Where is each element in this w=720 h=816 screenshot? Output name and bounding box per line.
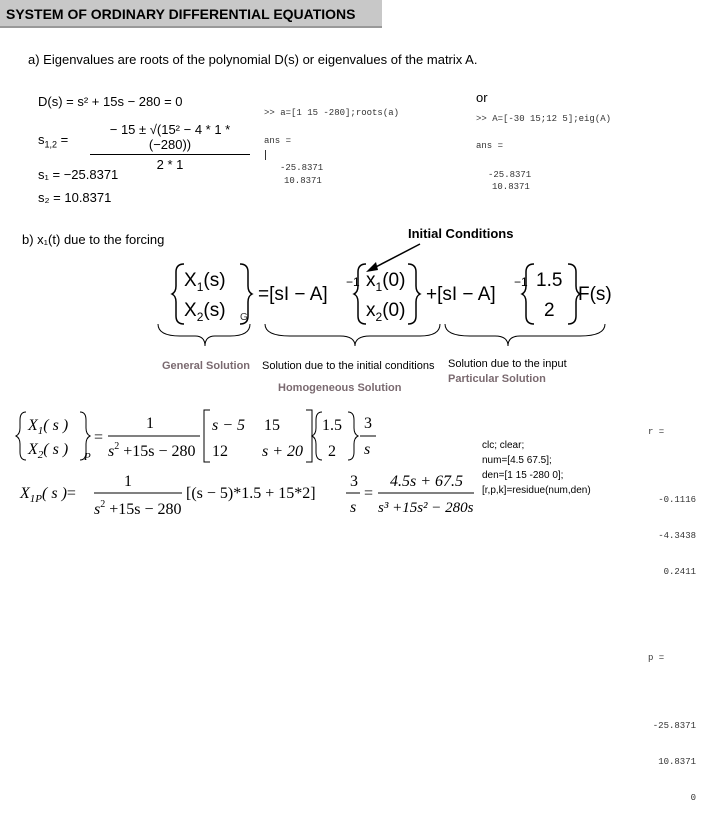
svg-text:1.5: 1.5 [322,417,342,434]
homogeneous-solution-label: Homogeneous Solution [278,382,402,394]
output-line: -0.1116 [658,495,696,505]
output-line: p = [648,653,665,663]
matrix-equation [170,258,620,328]
svg-text:s2 +15s − 280: $s^2 +15s - 280$ [94,499,182,518]
svg-text:=: = [94,429,104,446]
s1-value: s₁ = −25.8371 [38,167,119,182]
svg-text:s + 20: s + 20 [262,443,304,460]
svg-text:15: 15 [264,417,280,434]
svg-text:s − 5: s − 5 [212,417,246,434]
or-text: or [476,90,488,105]
initial-conditions-solution-label: Solution due to the initial conditions [262,360,435,372]
output-line: r = [648,427,665,437]
matlab-eig-cmd: >> A=[-30 15;12 5];eig(A) [476,114,612,124]
matlab-root2: 10.8371 [284,176,322,186]
matlab-ans2: ans = [476,141,504,151]
cursor-mark [265,150,266,160]
code-line: [r,p,k]=residue(num,den) [482,485,591,496]
svg-text:12: 12 [212,443,228,460]
svg-text:s: s [364,441,371,458]
svg-text:1: 1 [146,415,154,432]
matlab-eig1: -25.8371 [488,170,532,180]
svg-text:s2 +15s − 280: $s^2 +15s - 280$ [108,441,196,460]
svg-text:F(s): F(s) [578,284,612,305]
s2-value: s₂ = 10.8371 [38,190,112,205]
svg-text:P: P [84,451,91,463]
initial-conditions-label: Initial Conditions [408,226,514,241]
svg-text:[(s − 5)*1.5 + 15*2]: [(s − 5)*1.5 + 15*2] [186,485,316,502]
svg-text:3: 3 [350,473,358,490]
svg-text:−1: −1 [514,275,528,289]
output-line: -4.3438 [658,531,696,541]
svg-text:2: 2 [328,443,336,460]
svg-text:−1: −1 [346,275,360,289]
page-title: SYSTEM OF ORDINARY DIFFERENTIAL EQUATIONS [0,0,382,28]
matlab-eig2: 10.8371 [492,182,530,192]
svg-text:3: 3 [364,415,372,432]
svg-text:x2(0): $x_2(0)$ [366,300,406,324]
svg-text:=: = [364,485,374,502]
output-line: 10.8371 [658,757,696,767]
svg-text:X2(s): $X_2(s)$ [184,300,226,324]
output-line: 0 [690,793,696,803]
svg-text:X1(s): $X_1(s)$ [184,270,226,294]
section-b-text: b) x₁(t) due to the forcing [22,232,165,247]
svg-text:4.5s + 67.5: 4.5s + 67.5 [390,473,464,490]
section-a-text: a) Eigenvalues are roots of the polynomial D(s) or eigenvalues of the matrix A. [28,52,478,67]
underbraces [150,322,620,362]
denominator-cubic: s³ +15s² − 280s [378,500,474,516]
svg-text:G: G [240,312,248,323]
code-line: clc; clear; [482,440,525,451]
quadratic-formula: − 15 ± √(15² − 4 * 1 * (−280)) 2 * 1 [90,122,250,172]
general-solution-label: General Solution [162,360,251,372]
code-line: num=[4.5 67.5]; [482,455,552,466]
svg-text:=[sI − A]: =[sI − A] [258,284,328,305]
output-line: 0.2411 [663,567,696,577]
output-line: -25.8371 [652,721,696,731]
matlab-roots-cmd: >> a=[1 15 -280];roots(a) [264,108,400,118]
svg-text:+[sI − A]: +[sI − A] [426,284,496,305]
svg-text:1.5: 1.5 [536,270,563,291]
svg-text:x1(0): $x_1(0)$ [366,270,406,294]
code-line: den=[1 15 -280 0]; [482,470,564,481]
residue-output [648,402,696,816]
polynomial-eq: D(s) = s² + 15s − 280 = 0 [38,94,183,109]
svg-text:X2( s ): $X_2$( s ) [28,441,69,461]
s12-label: $s_{1,2}$ = [38,132,69,150]
svg-text:X1( s ): $X_1$( s ) [28,417,69,437]
matlab-root1: -25.8371 [280,163,324,173]
matlab-ans1: ans = [264,136,292,146]
particular-solution-label: Particular Solution [448,373,546,385]
svg-text:1: 1 [124,473,132,490]
svg-text:2: 2 [544,300,555,321]
matlab-residue-code [482,438,591,498]
svg-text:X1P( s )=: $X_1P$( s )= [20,485,76,505]
svg-text:s: s [350,499,357,516]
input-solution-label: Solution due to the input [448,358,567,370]
